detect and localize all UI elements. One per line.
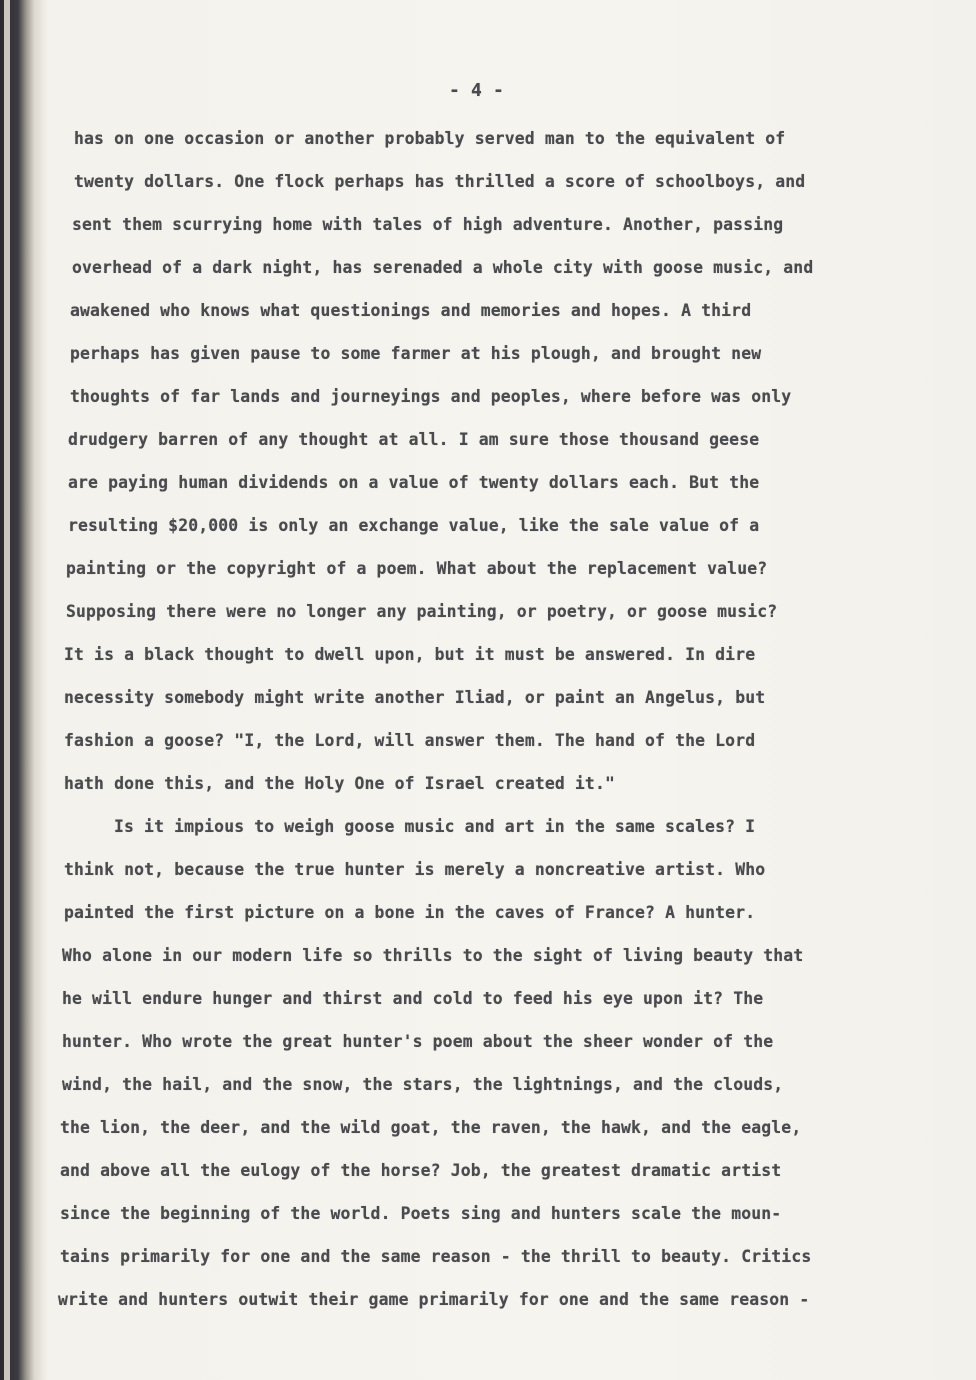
text-line-24: the lion, the deer, and the wild goat, the raven, the hawk, and the eagle, (60, 1118, 802, 1137)
text-line-20: Who alone in our modern life so thrills to the sight of living beauty that (62, 946, 804, 965)
page-number: - 4 - (449, 80, 504, 101)
text-line-3: sent them scurrying home with tales of high adventure. Another, passing (72, 215, 784, 234)
text-line-8: drudgery barren of any thought at all. I am sure those thousand geese (68, 430, 760, 449)
text-line-18: think not, because the true hunter is merely a noncreative artist. Who (64, 860, 766, 879)
text-line-22: hunter. Who wrote the great hunter's poem about the sheer wonder of the (62, 1032, 774, 1051)
text-line-5: awakened who knows what questionings and memories and hopes. A third (70, 301, 752, 320)
text-line-21: he will endure hunger and thirst and cold to feed his eye upon it? The (62, 989, 764, 1008)
text-line-25: and above all the eulogy of the horse? Job, the greatest dramatic artist (60, 1161, 782, 1180)
text-line-23: wind, the hail, and the snow, the stars, the lightnings, and the clouds, (62, 1075, 784, 1094)
text-line-11: painting or the copyright of a poem. What about the replacement value? (66, 559, 768, 578)
text-line-26: since the beginning of the world. Poets sing and hunters scale the moun- (60, 1204, 782, 1223)
text-line-17: Is it impious to weigh goose music and art in the same scales? I (114, 817, 756, 836)
typed-page (34, 0, 976, 1380)
binding-strip (4, 0, 10, 1380)
text-line-19: painted the first picture on a bone in the caves of France? A hunter. (64, 903, 756, 922)
text-line-12: Supposing there were no longer any painting, or poetry, or goose music? (66, 602, 778, 621)
text-line-10: resulting $20,000 is only an exchange value, like the sale value of a (68, 516, 760, 535)
text-line-2: twenty dollars. One flock perhaps has thrilled a score of schoolboys, and (74, 172, 806, 191)
book-binding-edge (0, 0, 34, 1380)
text-line-7: thoughts of far lands and journeyings and peoples, where before was only (70, 387, 792, 406)
text-line-28: write and hunters outwit their game primarily for one and the same reason - (58, 1290, 810, 1309)
text-line-4: overhead of a dark night, has serenaded a whole city with goose music, and (72, 258, 814, 277)
text-line-27: tains primarily for one and the same reason - the thrill to beauty. Critics (60, 1247, 812, 1266)
text-line-13: It is a black thought to dwell upon, but it must be answered. In dire (64, 645, 756, 664)
text-line-16: hath done this, and the Holy One of Israel created it." (64, 774, 615, 793)
text-line-15: fashion a goose? "I, the Lord, will answer them. The hand of the Lord (64, 731, 756, 750)
text-line-6: perhaps has given pause to some farmer at his plough, and brought new (70, 344, 762, 363)
text-line-1: has on one occasion or another probably served man to the equivalent of (74, 129, 786, 148)
text-line-14: necessity somebody might write another Iliad, or paint an Angelus, but (64, 688, 766, 707)
text-line-9: are paying human dividends on a value of twenty dollars each. But the (68, 473, 760, 492)
